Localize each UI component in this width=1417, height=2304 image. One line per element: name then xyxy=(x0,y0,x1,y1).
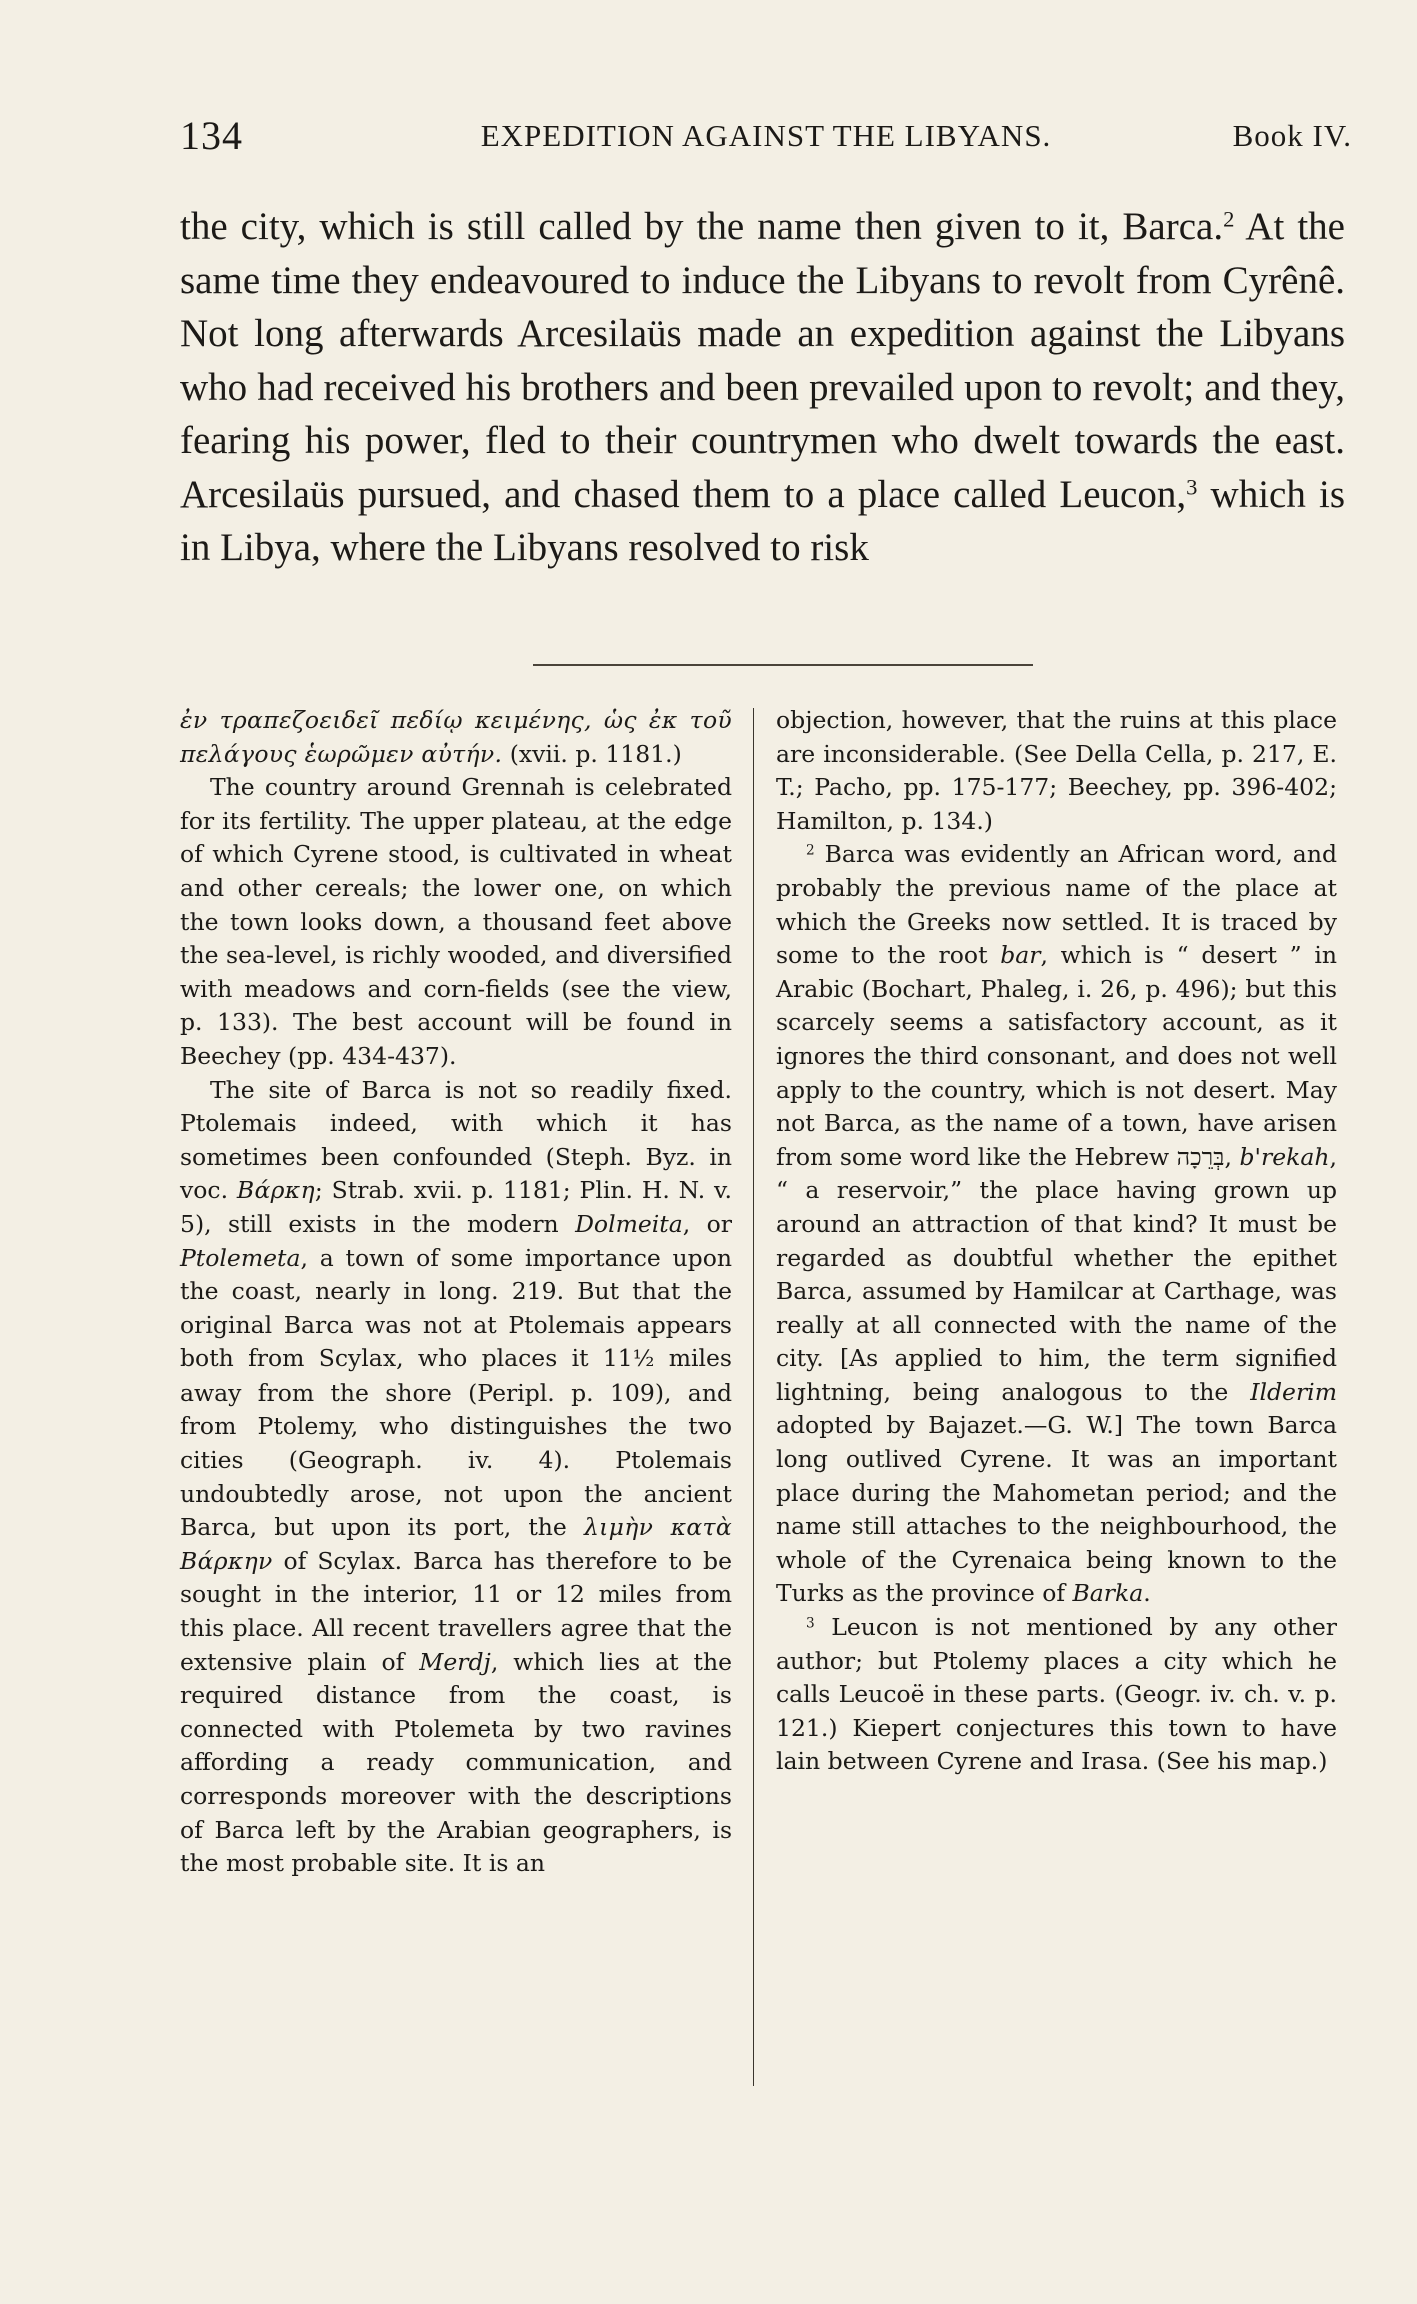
footnote-number: 2 xyxy=(806,842,815,859)
text-segment: , or xyxy=(682,1209,733,1238)
footnote-2 xyxy=(776,838,1337,1611)
greek-text: λιμὴν κατὰ Βάρκην xyxy=(180,1513,732,1575)
text-segment: ; Strab. xvii. p. 1181; Plin. H. N. v. 5), still exists in the modern xyxy=(180,1176,732,1238)
main-text-segment: the city, which is still called by the name then given to it, Barca. xyxy=(180,205,1224,248)
footnote-column-left xyxy=(180,704,732,1881)
text-segment: . xyxy=(1143,1579,1151,1608)
greek-text: Βάρκη xyxy=(236,1176,315,1205)
main-text-segment: which is in Libya, where the Libyans resolved to risk xyxy=(180,472,1346,569)
text-segment: Barca was evidently an African word, and probably the previous name of the place at which the Greeks now settled. It is traced by some to the root xyxy=(776,840,1337,970)
main-paragraph xyxy=(180,200,1345,575)
book-number: Book IV. xyxy=(1232,118,1352,153)
text-segment: adopted by Bajazet.—G. W.] The town Barca long outlived Cyrene. It was an important place during the Mahometan period; and the name still attaches to the neighbourhood, the whole of the Cyrenaica being known to the Turks as the province of xyxy=(776,1411,1337,1608)
footnote-paragraph-barca-site xyxy=(180,1074,732,1881)
hebrew-word: בְּרֵכָה xyxy=(1176,1142,1225,1171)
text-segment: The site of Barca is not so readily fixed. Ptolemais indeed, with which it has sometimes been confounded (Steph. Byz. in voc. xyxy=(180,1075,732,1205)
footnote-greek-quote xyxy=(180,704,732,771)
running-title: EXPEDITION AGAINST THE LIBYANS. xyxy=(480,118,1052,153)
main-text-segment: At the same time they endeavoured to induce the Libyans to revolt from Cyrênê. Not long afterwards Arcesilaüs made an expedition against the Libyans who had received his brothers and been prevailed upon to revolt; and they, fearing his power, fled to their countrymen who dwelt towards the east. Arcesilaüs pursued, and chased them to a place called Leucon, xyxy=(180,205,1345,516)
page-header xyxy=(180,112,1352,162)
footnote-ref-2: 2 xyxy=(1223,206,1235,232)
footnote-divider xyxy=(533,664,1033,666)
citation: (xvii. p. 1181.) xyxy=(502,739,682,768)
text-segment: , “ a reservoir,” the place having grown up around an attraction of that kind? It must be regarded as doubtful whether the epithet Barca, assumed by Hamilcar at Carthage, was really at all connected with the name of the city. [As applied to him, the term signified lightning, being analogous to the xyxy=(776,1142,1337,1406)
term: Barka xyxy=(1072,1579,1144,1608)
place-name: Dolmeita xyxy=(575,1209,683,1238)
term: Ilderim xyxy=(1250,1377,1337,1406)
term: bar xyxy=(1000,941,1041,970)
place-name: Merdj xyxy=(419,1647,491,1676)
footnote-3 xyxy=(776,1611,1337,1779)
place-name: Ptolemeta xyxy=(180,1243,301,1272)
text-segment: of Scylax. Barca has therefore to be sought in the interior, 11 or 12 miles from this place. All recent travellers agree that the extensive plain of xyxy=(180,1546,732,1676)
footnote-paragraph-fertility: The country around Grennah is celebrated for its fertility. The upper plateau, at the edge of which Cyrene stood, is cultivated in wheat and other cereals; the lower one, on which the town looks down, a thousand feet above the sea-level, is richly wooded, and diversified with meadows and corn-fields (see the view, p. 133). The best account will be found in Beechey (pp. 434-437). xyxy=(180,773,732,1070)
text-segment: Leucon is not mentioned by any other author; but Ptolemy places a city which he calls Leucoë in these parts. (Geogr. iv. ch. v. p. 121.) Kiepert conjectures this town to have lain between Cyrene and Irasa. (See his map.) xyxy=(776,1613,1337,1776)
greek-text: ἐν τραπεζοειδεῖ πεδίῳ κειμένης, ὡς ἐκ τοῦ πελάγους ἑωρῶμεν αὐτήν. xyxy=(180,706,732,768)
text-segment: miles away from the shore (Peripl. p. 109), and from Ptolemy, who distinguishes the two cities (Geograph. iv. 4). Ptolemais undoubtedly arose, not upon the ancient Barca, but upon its port, the xyxy=(180,1344,732,1542)
column-separator xyxy=(753,708,754,2086)
text-segment: , which lies at the required distance from the coast, is connected with Ptolemeta by two ravines affording a ready communication, and corresponds moreover with the descriptions of Barca left by the Arabian geographers, is the most probable site. It is an xyxy=(180,1647,732,1878)
footnote-continuation: objection, however, that the ruins at this place are inconsiderable. (See Della Cella, p. 217, E. T.; Pacho, pp. 175-177; Beechey, pp. 396-402; Hamilton, p. 134.) xyxy=(776,706,1337,835)
footnotes xyxy=(180,704,1345,2144)
main-text xyxy=(180,200,1345,575)
text-segment: , xyxy=(1224,1142,1240,1171)
text-segment: , a town of some importance upon the coast, nearly in long. 219. But that the original Barca was not at Ptolemais appears both from Scylax, who places it 11 xyxy=(180,1243,732,1373)
footnote-column-right xyxy=(776,704,1337,1779)
footnote-ref-3: 3 xyxy=(1186,474,1198,500)
term: b'rekah xyxy=(1239,1142,1330,1171)
page-number: 134 xyxy=(180,113,243,158)
footnote-number: 3 xyxy=(806,1615,815,1632)
text-segment: , which is “ desert ” in Arabic (Bochart, Phaleg, i. 26, p. 496); but this scarcely seems a satisfactory account, as it ignores the third consonant, and does not well apply to the country, which is not desert. May not Barca, as the name of a town, have arisen from some word like the Hebrew xyxy=(776,941,1337,1171)
fraction: ½ xyxy=(632,1346,655,1373)
